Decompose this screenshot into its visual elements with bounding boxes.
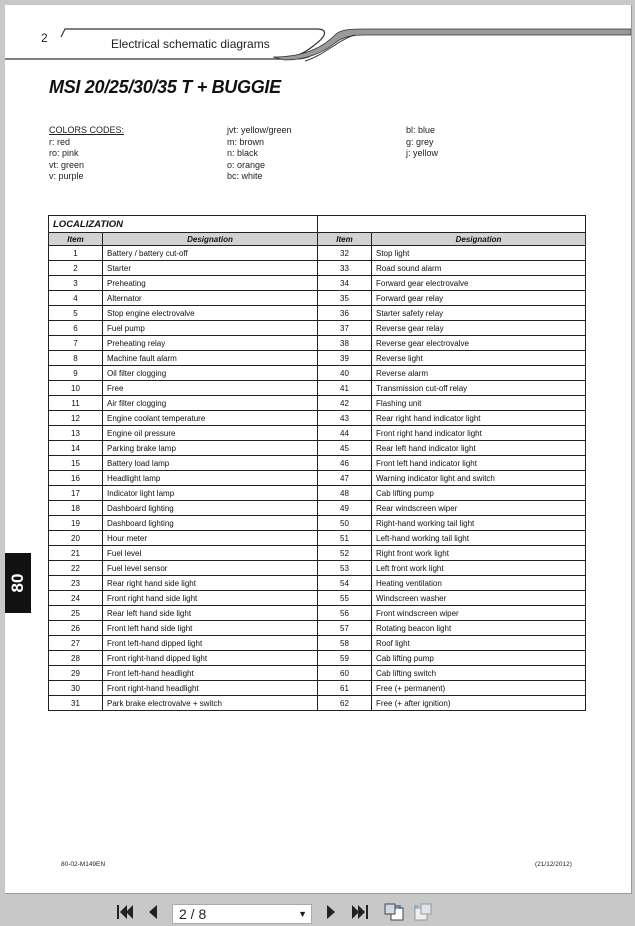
item-designation: Fuel pump	[103, 321, 318, 336]
table-row	[49, 276, 318, 291]
table-row	[318, 621, 586, 636]
page-number: 2	[41, 31, 48, 45]
item-number: 52	[318, 546, 372, 561]
table-row	[318, 426, 586, 441]
item-number: 35	[318, 291, 372, 306]
item-number: 13	[49, 426, 103, 441]
table-row	[49, 261, 318, 276]
table-row	[49, 666, 318, 681]
table-row	[49, 606, 318, 621]
table-row	[49, 441, 318, 456]
table-row	[49, 456, 318, 471]
first-page-icon[interactable]	[114, 902, 136, 922]
item-designation: Battery / battery cut-off	[103, 246, 318, 261]
table-row	[318, 501, 586, 516]
item-designation: Reverse light	[372, 351, 586, 366]
item-number: 32	[318, 246, 372, 261]
color-codes-heading: COLORS CODES:	[49, 125, 125, 135]
item-designation: Engine oil pressure	[103, 426, 318, 441]
item-designation: Front right hand side light	[103, 591, 318, 606]
item-designation: Parking brake lamp	[103, 441, 318, 456]
table-row	[49, 531, 318, 546]
item-designation: Right-hand working tail light	[372, 516, 586, 531]
table-row	[318, 351, 586, 366]
item-number: 40	[318, 366, 372, 381]
item-number: 19	[49, 516, 103, 531]
color-code: j: yellow	[406, 148, 439, 158]
item-number: 45	[318, 441, 372, 456]
item-number: 53	[318, 561, 372, 576]
table-row	[49, 486, 318, 501]
item-number: 25	[49, 606, 103, 621]
footer-date: (21/12/2012)	[535, 861, 572, 868]
item-number: 47	[318, 471, 372, 486]
color-code: jvt: yellow/green	[227, 125, 292, 135]
item-number: 14	[49, 441, 103, 456]
section-tab-label: 80	[8, 573, 27, 593]
table-row	[318, 306, 586, 321]
item-number: 29	[49, 666, 103, 681]
item-designation: Front left hand side light	[103, 621, 318, 636]
item-number: 17	[49, 486, 103, 501]
item-designation: Headlight lamp	[103, 471, 318, 486]
table-row	[318, 441, 586, 456]
item-number: 42	[318, 396, 372, 411]
item-number: 39	[318, 351, 372, 366]
item-designation: Reverse gear electrovalve	[372, 336, 586, 351]
item-designation: Rear left hand side light	[103, 606, 318, 621]
item-number: 22	[49, 561, 103, 576]
color-code: g: grey	[406, 136, 434, 147]
item-number: 55	[318, 591, 372, 606]
color-code: vt: green	[49, 159, 85, 170]
item-number: 37	[318, 321, 372, 336]
item-designation: Rear right hand indicator light	[372, 411, 586, 426]
table-row	[49, 621, 318, 636]
table-row	[318, 486, 586, 501]
item-number: 49	[318, 501, 372, 516]
item-number: 36	[318, 306, 372, 321]
table-row	[318, 381, 586, 396]
item-number: 8	[49, 351, 103, 366]
item-designation: Hour meter	[103, 531, 318, 546]
item-number: 33	[318, 261, 372, 276]
item-designation: Cab lifting pump	[372, 651, 586, 666]
item-designation: Battery load lamp	[103, 456, 318, 471]
item-number: 10	[49, 381, 103, 396]
table-row	[49, 411, 318, 426]
item-designation: Left front work light	[372, 561, 586, 576]
previous-page-icon[interactable]	[144, 902, 162, 922]
item-designation: Air filter clogging	[103, 396, 318, 411]
item-number: 23	[49, 576, 103, 591]
last-page-icon[interactable]	[348, 902, 372, 922]
item-number: 15	[49, 456, 103, 471]
item-number: 20	[49, 531, 103, 546]
viewer-toolbar	[0, 898, 635, 926]
item-number: 54	[318, 576, 372, 591]
table-row	[49, 516, 318, 531]
table-row	[318, 411, 586, 426]
item-number: 18	[49, 501, 103, 516]
item-number: 43	[318, 411, 372, 426]
item-number: 57	[318, 621, 372, 636]
item-number: 50	[318, 516, 372, 531]
item-number: 56	[318, 606, 372, 621]
table-row	[49, 351, 318, 366]
color-code: bc: white	[227, 171, 263, 181]
header-title: Electrical schematic diagrams	[111, 37, 270, 51]
item-designation: Indicator light lamp	[103, 486, 318, 501]
table-row	[318, 681, 586, 696]
item-designation: Reverse alarm	[372, 366, 586, 381]
localization-table-right	[317, 215, 586, 711]
table-row	[318, 531, 586, 546]
item-designation: Right front work light	[372, 546, 586, 561]
item-number: 34	[318, 276, 372, 291]
item-designation: Front right hand indicator light	[372, 426, 586, 441]
item-designation: Rotating beacon light	[372, 621, 586, 636]
table-row	[49, 366, 318, 381]
table-row	[318, 561, 586, 576]
item-number: 9	[49, 366, 103, 381]
item-number: 21	[49, 546, 103, 561]
item-designation: Free	[103, 381, 318, 396]
item-designation: Engine coolant temperature	[103, 411, 318, 426]
table-row	[49, 471, 318, 486]
item-designation: Rear left hand indicator light	[372, 441, 586, 456]
item-designation: Flashing unit	[372, 396, 586, 411]
column-header-designation: Designation	[103, 233, 318, 246]
next-page-icon[interactable]	[322, 902, 340, 922]
item-number: 27	[49, 636, 103, 651]
section-tab	[5, 553, 31, 613]
color-code: r: red	[49, 136, 71, 147]
item-designation: Road sound alarm	[372, 261, 586, 276]
table-row	[318, 321, 586, 336]
item-designation: Oil filter clogging	[103, 366, 318, 381]
item-number: 16	[49, 471, 103, 486]
document-page	[5, 5, 632, 894]
item-designation: Cab lifting switch	[372, 666, 586, 681]
color-code: v: purple	[49, 171, 84, 181]
header-swoosh-graphic	[5, 25, 631, 70]
item-number: 4	[49, 291, 103, 306]
color-code: n: black	[227, 148, 259, 158]
item-number: 44	[318, 426, 372, 441]
item-designation: Roof light	[372, 636, 586, 651]
table-row	[49, 396, 318, 411]
chevron-down-icon[interactable]: ▼	[298, 909, 307, 919]
table-row	[49, 501, 318, 516]
column-header-designation: Designation	[372, 233, 586, 246]
item-designation: Front left-hand dipped light	[103, 636, 318, 651]
table-row	[318, 651, 586, 666]
table-row	[49, 636, 318, 651]
item-designation: Dashboard lighting	[103, 516, 318, 531]
table-row	[49, 591, 318, 606]
color-code: o: orange	[227, 159, 266, 170]
item-number: 11	[49, 396, 103, 411]
item-designation: Starter	[103, 261, 318, 276]
item-designation: Reverse gear relay	[372, 321, 586, 336]
table-row	[318, 696, 586, 711]
item-designation: Front left hand indicator light	[372, 456, 586, 471]
item-number: 62	[318, 696, 372, 711]
item-number: 6	[49, 321, 103, 336]
table-row	[318, 456, 586, 471]
table-row	[318, 516, 586, 531]
color-code: ro: pink	[49, 148, 79, 158]
item-designation: Free (+ after ignition)	[372, 696, 586, 711]
item-number: 1	[49, 246, 103, 261]
table-row	[318, 336, 586, 351]
item-designation: Front right-hand headlight	[103, 681, 318, 696]
column-header-item: Item	[49, 233, 103, 246]
item-number: 5	[49, 306, 103, 321]
item-number: 28	[49, 651, 103, 666]
column-header-item: Item	[318, 233, 372, 246]
table-row	[318, 606, 586, 621]
item-designation: Free (+ permanent)	[372, 681, 586, 696]
item-number: 24	[49, 591, 103, 606]
table-row	[318, 666, 586, 681]
item-designation: Fuel level sensor	[103, 561, 318, 576]
item-number: 31	[49, 696, 103, 711]
table-row	[49, 426, 318, 441]
item-designation: Fuel level	[103, 546, 318, 561]
table-row	[49, 561, 318, 576]
table-row	[318, 366, 586, 381]
localization-title-blank	[318, 216, 586, 233]
table-row	[49, 246, 318, 261]
item-designation: Warning indicator light and switch	[372, 471, 586, 486]
item-designation: Front left-hand headlight	[103, 666, 318, 681]
item-number: 26	[49, 621, 103, 636]
table-row	[318, 291, 586, 306]
table-row	[49, 576, 318, 591]
page-selector[interactable]	[172, 904, 312, 924]
table-row	[49, 306, 318, 321]
localization-table-left	[48, 215, 318, 711]
table-row	[318, 471, 586, 486]
item-designation: Park brake electrovalve + switch	[103, 696, 318, 711]
table-row	[318, 546, 586, 561]
rotate-page-alt-icon[interactable]	[412, 902, 436, 922]
table-row	[318, 591, 586, 606]
item-number: 7	[49, 336, 103, 351]
model-title: MSI 20/25/30/35 T + BUGGIE	[49, 77, 281, 97]
color-code: m: brown	[227, 136, 265, 147]
item-number: 2	[49, 261, 103, 276]
item-designation: Heating ventilation	[372, 576, 586, 591]
item-designation: Front right-hand dipped light	[103, 651, 318, 666]
item-number: 59	[318, 651, 372, 666]
table-row	[318, 636, 586, 651]
item-number: 61	[318, 681, 372, 696]
item-number: 46	[318, 456, 372, 471]
item-designation: Preheating relay	[103, 336, 318, 351]
item-designation: Forward gear relay	[372, 291, 586, 306]
item-designation: Rear right hand side light	[103, 576, 318, 591]
table-row	[49, 681, 318, 696]
table-row	[49, 381, 318, 396]
item-designation: Alternator	[103, 291, 318, 306]
table-row	[49, 321, 318, 336]
table-row	[49, 651, 318, 666]
item-number: 48	[318, 486, 372, 501]
table-row	[318, 576, 586, 591]
footer-doc-code: 80-02-M149EN	[61, 861, 106, 868]
item-designation: Transmission cut-off relay	[372, 381, 586, 396]
color-codes-col3	[406, 125, 438, 160]
localization-title: LOCALIZATION	[49, 216, 318, 233]
item-number: 51	[318, 531, 372, 546]
table-row	[318, 276, 586, 291]
table-row	[318, 246, 586, 261]
table-row	[49, 696, 318, 711]
item-number: 58	[318, 636, 372, 651]
color-codes-col2	[227, 125, 292, 183]
item-designation: Windscreen washer	[372, 591, 586, 606]
item-designation: Dashboard lighting	[103, 501, 318, 516]
item-designation: Machine fault alarm	[103, 351, 318, 366]
item-designation: Preheating	[103, 276, 318, 291]
page-indicator: 2 / 8	[179, 906, 207, 922]
item-number: 41	[318, 381, 372, 396]
item-number: 3	[49, 276, 103, 291]
table-row	[318, 261, 586, 276]
table-row	[318, 396, 586, 411]
table-row	[49, 291, 318, 306]
rotate-page-icon[interactable]	[382, 902, 406, 922]
item-designation: Left-hand working tail light	[372, 531, 586, 546]
color-codes-col1	[49, 125, 124, 183]
item-designation: Stop engine electrovalve	[103, 306, 318, 321]
item-designation: Rear windscreen wiper	[372, 501, 586, 516]
item-designation: Stop light	[372, 246, 586, 261]
item-designation: Forward gear electrovalve	[372, 276, 586, 291]
item-number: 38	[318, 336, 372, 351]
table-row	[49, 336, 318, 351]
item-designation: Starter safety relay	[372, 306, 586, 321]
item-designation: Cab lifting pump	[372, 486, 586, 501]
item-number: 60	[318, 666, 372, 681]
table-row	[49, 546, 318, 561]
color-code: bl: blue	[406, 125, 436, 135]
item-number: 30	[49, 681, 103, 696]
item-designation: Front windscreen wiper	[372, 606, 586, 621]
item-number: 12	[49, 411, 103, 426]
